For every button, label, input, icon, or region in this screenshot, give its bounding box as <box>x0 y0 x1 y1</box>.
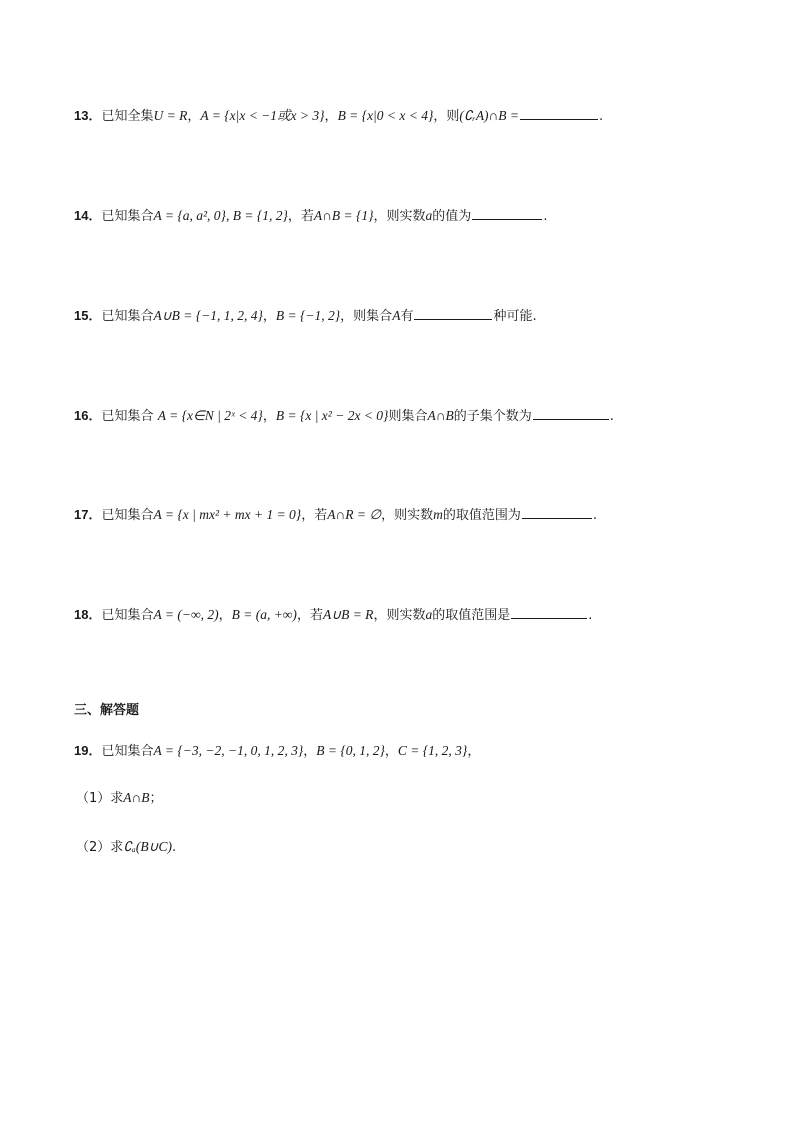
math-expression: ∁ₐ(B∪C) <box>123 839 172 854</box>
math-expression: a <box>425 208 433 223</box>
problem-number: 19． <box>74 743 102 758</box>
math-expression: a <box>425 607 433 622</box>
math-expression: B = {x|0 < x < 4} <box>337 108 434 123</box>
answer-blank[interactable] <box>520 105 598 120</box>
subquestion-label: （2）求 <box>76 840 124 855</box>
problem-number: 18． <box>74 607 102 622</box>
subquestion-label: （1）求 <box>76 791 124 806</box>
problem-text: 已知集合 <box>101 309 154 324</box>
answer-blank[interactable] <box>511 604 587 619</box>
problem-text: 已知集合 <box>101 209 154 224</box>
problem-text: 已知集合 <box>101 508 154 523</box>
math-expression: A = {x|x < −1或x > 3} <box>200 108 325 123</box>
problem-14: 14．已知集合A = {a, a², 0}, B = {1, 2}，若A∩B = {1}，则实数a的值为 . <box>74 205 734 227</box>
answer-blank[interactable] <box>414 305 492 320</box>
math-expression: A∩R = ∅ <box>327 507 382 522</box>
problem-text: 已知集合 <box>101 608 154 623</box>
problem-number: 15． <box>74 308 102 323</box>
math-expression: A = {a, a², 0}, B = {1, 2} <box>153 208 288 223</box>
problem-16: 16．已知集合 A = {x∈N | 2ˣ < 4}，B = {x | x² − 2x < 0}则集合A∩B的子集个数为 . <box>74 405 734 427</box>
math-expression: m <box>433 507 443 522</box>
math-expression: A∪B = {−1, 1, 2, 4} <box>153 308 263 323</box>
math-expression: A∪B = R <box>322 607 374 622</box>
problem-15: 15．已知集合A∪B = {−1, 1, 2, 4}，B = {−1, 2}，则集合A有 种可能. <box>74 305 734 327</box>
math-expression: A = {x∈N | 2ˣ < 4} <box>157 408 263 423</box>
math-expression: U = R <box>153 108 188 123</box>
problem-number: 14． <box>74 208 102 223</box>
math-expression: B = (a, +∞) <box>231 607 297 622</box>
math-expression: A∩B = {1} <box>313 208 374 223</box>
problem-text: 已知集合 <box>101 409 154 424</box>
problem-18: 18．已知集合A = (−∞, 2)，B = (a, +∞)，若A∪B = R，则实数a的取值范围是 . <box>74 604 734 626</box>
math-expression: A = (−∞, 2) <box>153 607 219 622</box>
math-expression: (∁ᵣA)∩B = <box>459 108 520 123</box>
answer-blank[interactable] <box>533 405 609 420</box>
math-expression: A∩B <box>427 408 454 423</box>
subquestion-1: （1）求A∩B； <box>76 790 163 806</box>
problem-text: 已知集合 <box>101 744 154 759</box>
problem-19: 19．已知集合A = {−3, −2, −1, 0, 1, 2, 3}，B = {0, 1, 2}，C = {1, 2, 3}， <box>74 743 481 759</box>
section-title: 三、解答题 <box>74 703 140 718</box>
math-expression: B = {−1, 2} <box>275 308 341 323</box>
answer-blank[interactable] <box>472 205 542 220</box>
math-expression: A <box>392 308 401 323</box>
math-expression: B = {0, 1, 2} <box>316 743 385 758</box>
problem-number: 13． <box>74 108 102 123</box>
math-expression: C = {1, 2, 3} <box>397 743 468 758</box>
math-expression: A∩B <box>123 790 150 805</box>
problem-17: 17．已知集合A = {x | mx² + mx + 1 = 0}，若A∩R = ∅，则实数m的取值范围为 . <box>74 504 734 526</box>
problem-13: 13．已知全集U = R，A = {x|x < −1或x > 3}，B = {x|0 < x < 4}，则(∁ᵣA)∩B = . <box>74 105 734 127</box>
problem-number: 16． <box>74 408 102 423</box>
math-expression: A = {−3, −2, −1, 0, 1, 2, 3} <box>153 743 304 758</box>
math-expression: A = {x | mx² + mx + 1 = 0} <box>153 507 302 522</box>
math-expression: B = {x | x² − 2x < 0} <box>275 408 389 423</box>
problem-text: 已知全集 <box>101 109 154 124</box>
subquestion-2: （2）求∁ₐ(B∪C). <box>76 839 177 855</box>
answer-blank[interactable] <box>522 504 592 519</box>
problem-number: 17． <box>74 507 102 522</box>
